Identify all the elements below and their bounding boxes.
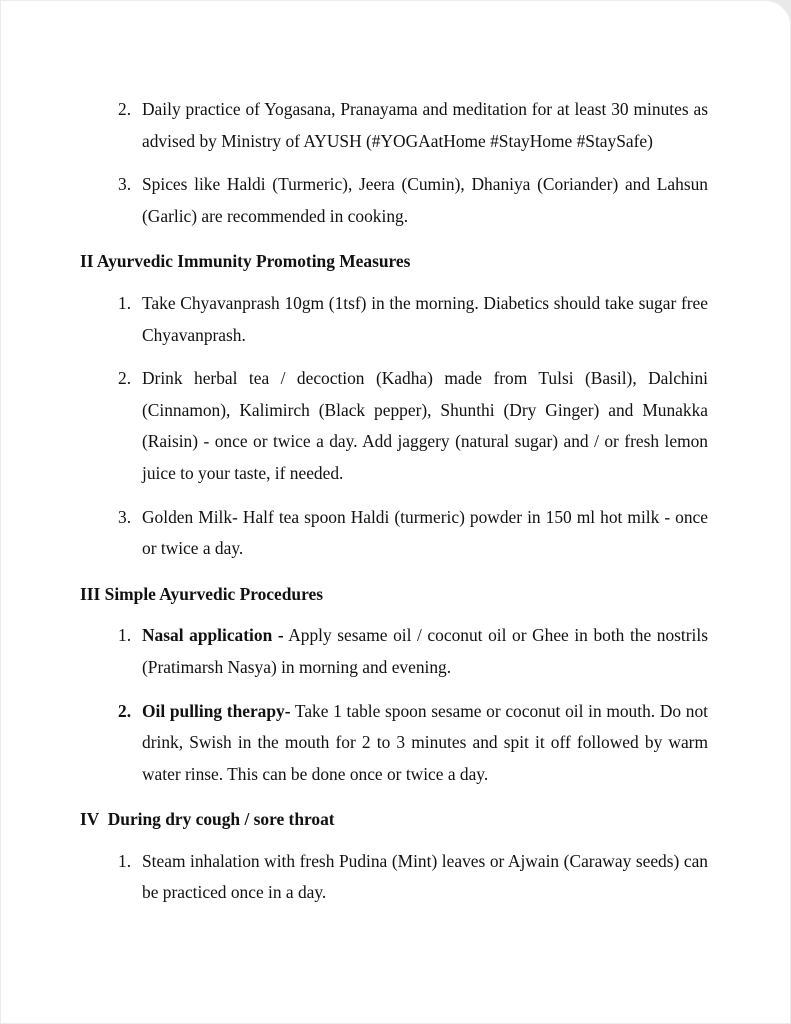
list-item-text: Steam inhalation with fresh Pudina (Mint) leaves or Ajwain (Caraway seeds) can be practiced once in a day.: [142, 850, 708, 903]
list-item-text: [142, 701, 708, 784]
list-item: [80, 94, 708, 157]
list-item-text: Daily practice of Yogasana, Pranayama and meditation for at least 30 minutes as advised by Ministry of AYUSH (#YOGAatHome #StayHome #StaySafe): [142, 99, 708, 151]
list-item-number: 2.: [118, 368, 132, 389]
list-item-number: 2.: [118, 99, 132, 119]
list-item-number: 1.: [118, 292, 132, 313]
document-content: [80, 94, 708, 921]
list-item-text: [142, 625, 708, 677]
list-item-number: 1.: [118, 625, 132, 646]
list-item-body: Apply sesame oil / coconut oil or Ghee in both the nostrils (Pratimarsh Nasya) in morning and evening.: [142, 625, 708, 677]
list-item-text: Spices like Haldi (Turmeric), Jeera (Cumin), Dhaniya (Coriander) and Lahsun (Garlic) are recommended in cooking.: [142, 174, 708, 226]
list-item-text: Drink herbal tea / decoction (Kadha) made from Tulsi (Basil), Dalchini (Cinnamon), Kalimirch (Black pepper), Shunthi (Dry Ginger) and Munakka (Raisin) - once or twice a day. Add jaggery (natural sugar) and / or fresh lemon juice to your taste, if needed.: [142, 368, 708, 483]
list-item-bold-lead: Oil pulling therapy-: [142, 700, 291, 721]
list-item-body: Take 1 table spoon sesame or coconut oil in mouth. Do not drink, Swish in the mouth for 2 to 3 minutes and spit it off followed by warm water rinse. This can be done once or twice a day.: [142, 700, 708, 784]
list-item-bold-lead: Nasal application -: [142, 625, 284, 646]
list-item-text: Take Chyavanprash 10gm (1tsf) in the morning. Diabetics should take sugar free Chyavanprash.: [142, 292, 708, 345]
list-item: [80, 169, 708, 232]
list-item: [80, 502, 708, 565]
list-item-text: Golden Milk- Half tea spoon Haldi (turmeric) powder in 150 ml hot milk - once or twice a day.: [142, 506, 708, 559]
section-heading: IV During dry cough / sore throat: [80, 809, 335, 830]
list-item-number: 1.: [118, 850, 132, 871]
list-item: [80, 363, 708, 489]
section-heading: II Ayurvedic Immunity Promoting Measures: [80, 251, 411, 272]
list-item-number: 3.: [118, 506, 132, 527]
list-item: [80, 846, 708, 909]
list-item: [80, 620, 708, 683]
section-heading: III Simple Ayurvedic Procedures: [80, 583, 323, 604]
list-item-number: 3.: [118, 174, 132, 195]
list-item: [80, 696, 708, 791]
list-item: [80, 288, 708, 351]
list-item-number: 2.: [118, 700, 132, 721]
